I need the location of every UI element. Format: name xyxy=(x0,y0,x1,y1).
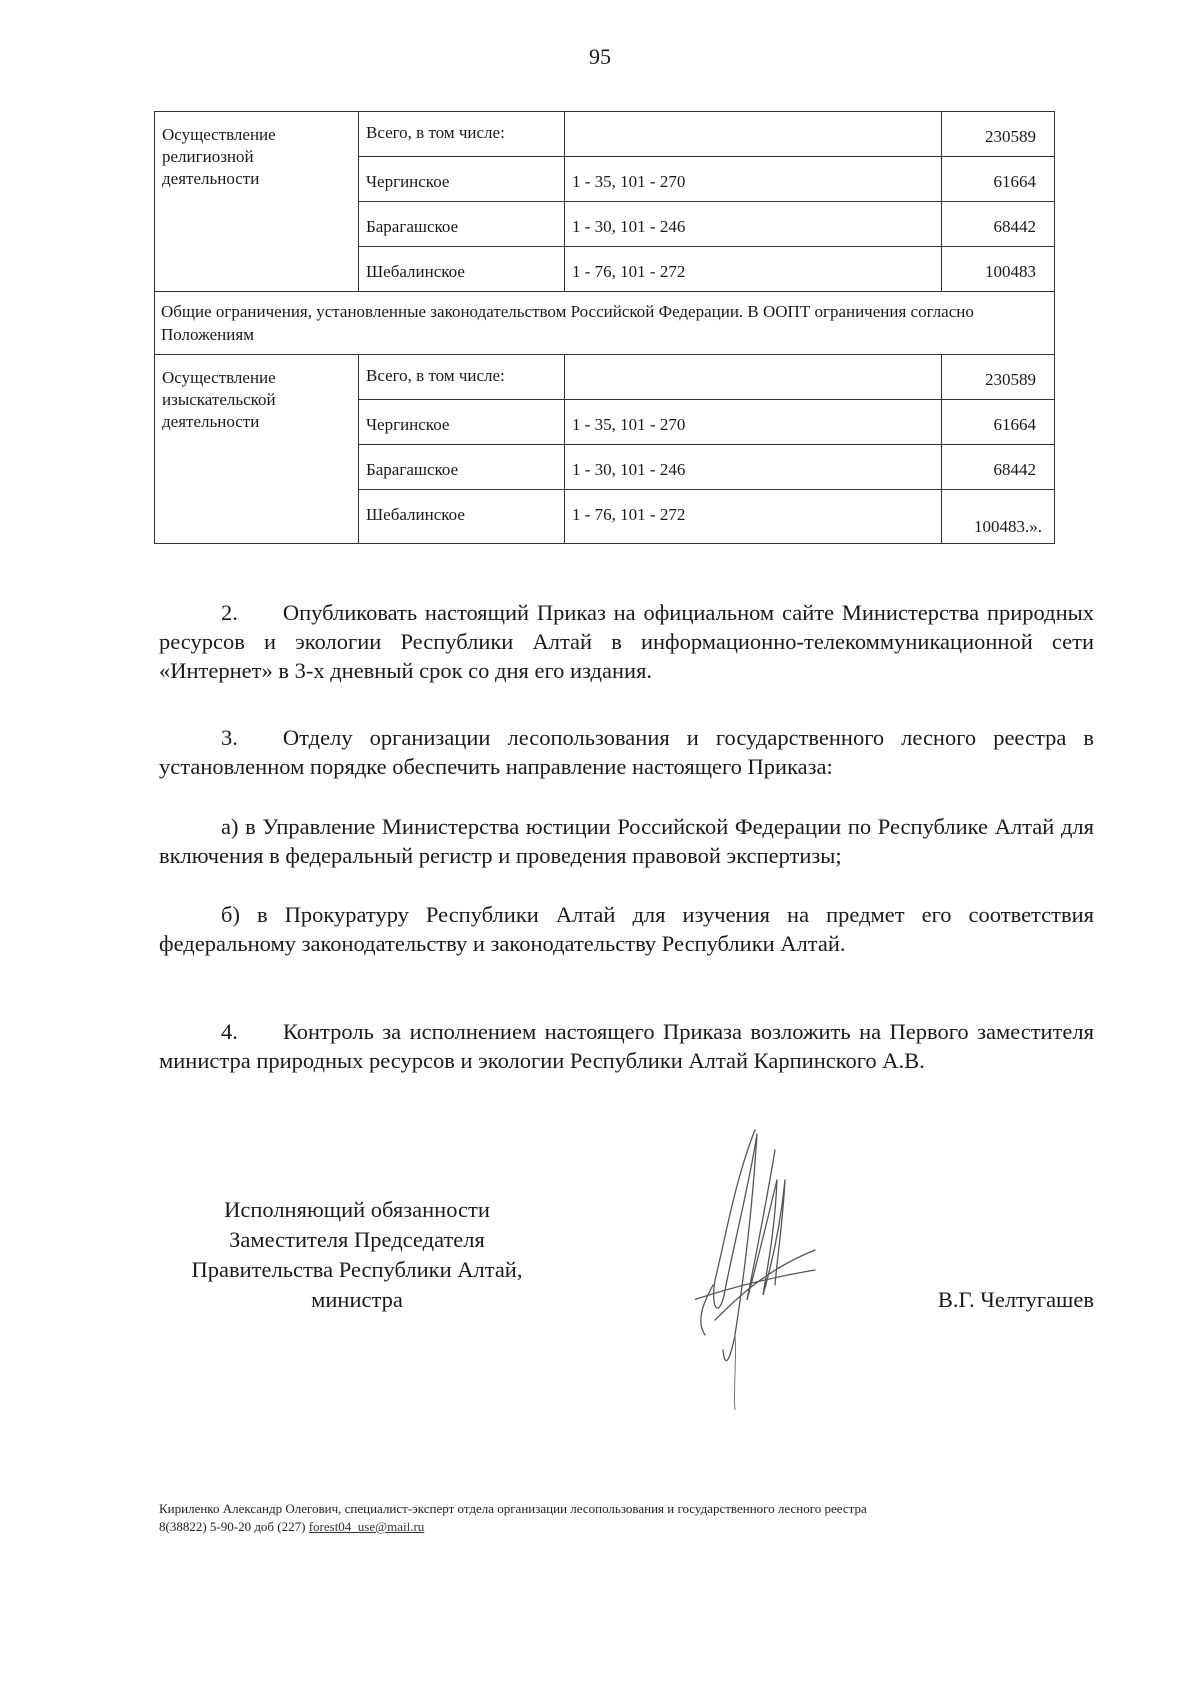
value-cell: 230589 xyxy=(942,355,1055,400)
signer-title xyxy=(152,1195,562,1315)
signer-title-line: Заместителя Председателя xyxy=(229,1227,485,1252)
signer-title-line: министра xyxy=(311,1287,403,1312)
table-row xyxy=(155,112,1055,157)
value-cell: 61664 xyxy=(942,157,1055,202)
handwritten-signature xyxy=(695,1120,845,1420)
area-cell: Всего, в том числе: xyxy=(359,112,565,157)
quarters-cell: 1 - 35, 101 - 270 xyxy=(565,157,942,202)
signer-title-line: Правительства Республики Алтай, xyxy=(191,1257,523,1282)
paragraph-3: 3. Отделу организации лесопользования и государственного лесного реестра в установленном порядке обеспечить направление настоящего Приказа: xyxy=(159,725,1094,779)
value-cell: 61664 xyxy=(942,400,1055,445)
area-cell: Барагашское xyxy=(359,202,565,247)
activity-cell: Осуществление изыскательской деятельности xyxy=(155,355,359,544)
value-cell: 68442 xyxy=(942,202,1055,247)
quarters-cell xyxy=(565,355,942,400)
paragraph-4: 4. Контроль за исполнением настоящего Приказа возложить на Первого заместителя министра природных ресурсов и экологии Республики Алтай Карпинского А.В. xyxy=(159,1019,1094,1073)
area-cell: Чергинское xyxy=(359,157,565,202)
area-cell: Барагашское xyxy=(359,445,565,490)
quarters-cell: 1 - 30, 101 - 246 xyxy=(565,202,942,247)
quarters-cell: 1 - 76, 101 - 272 xyxy=(565,247,942,292)
quarters-cell: 1 - 30, 101 - 246 xyxy=(565,445,942,490)
value-cell: 100483.». xyxy=(942,490,1055,544)
table-row xyxy=(155,292,1055,355)
page-number: 95 xyxy=(589,44,611,69)
signer-title-line: Исполняющий обязанности xyxy=(224,1197,490,1222)
table-row xyxy=(155,355,1055,400)
paragraph-3b: б) в Прокуратуру Республики Алтай для изучения на предмет его соответствия федеральному законодательству и законодательству Республики Алтай. xyxy=(159,902,1094,956)
footer-author: Кириленко Александр Олегович, специалист-эксперт отдела организации лесопользования и государственного лесного реестра xyxy=(159,1501,867,1516)
footer-contact-line xyxy=(159,1518,1094,1536)
restrictions-table xyxy=(154,111,1055,544)
area-cell: Всего, в том числе: xyxy=(359,355,565,400)
paragraph-2: 2. Опубликовать настоящий Приказ на официальном сайте Министерства природных ресурсов и экологии Республики Алтай в информационно-телекоммуникационной сети «Интернет» в 3-х дневный срок со дня его издания. xyxy=(159,600,1094,683)
restrictions-note: Общие ограничения, установленные законодательством Российской Федерации. В ООПТ ограничения согласно Положениям xyxy=(155,292,1055,355)
value-cell: 100483 xyxy=(942,247,1055,292)
quarters-cell xyxy=(565,112,942,157)
signer-name: В.Г. Челтугашев xyxy=(937,1287,1094,1312)
footer-phone: 8(38822) 5-90-20 доб (227) xyxy=(159,1519,306,1534)
footer-email[interactable]: forest04_use@mail.ru xyxy=(308,1519,425,1534)
value-cell: 68442 xyxy=(942,445,1055,490)
paragraph-3a: а) в Управление Министерства юстиции Российской Федерации по Республике Алтай для включения в федеральный регистр и проведения правовой экспертизы; xyxy=(159,814,1094,868)
area-cell: Чергинское xyxy=(359,400,565,445)
quarters-cell: 1 - 35, 101 - 270 xyxy=(565,400,942,445)
quarters-cell: 1 - 76, 101 - 272 xyxy=(565,490,942,544)
area-cell: Шебалинское xyxy=(359,247,565,292)
activity-cell: Осуществление религиозной деятельности xyxy=(155,112,359,292)
area-cell: Шебалинское xyxy=(359,490,565,544)
value-cell: 230589 xyxy=(942,112,1055,157)
footer-contact xyxy=(159,1500,1094,1536)
